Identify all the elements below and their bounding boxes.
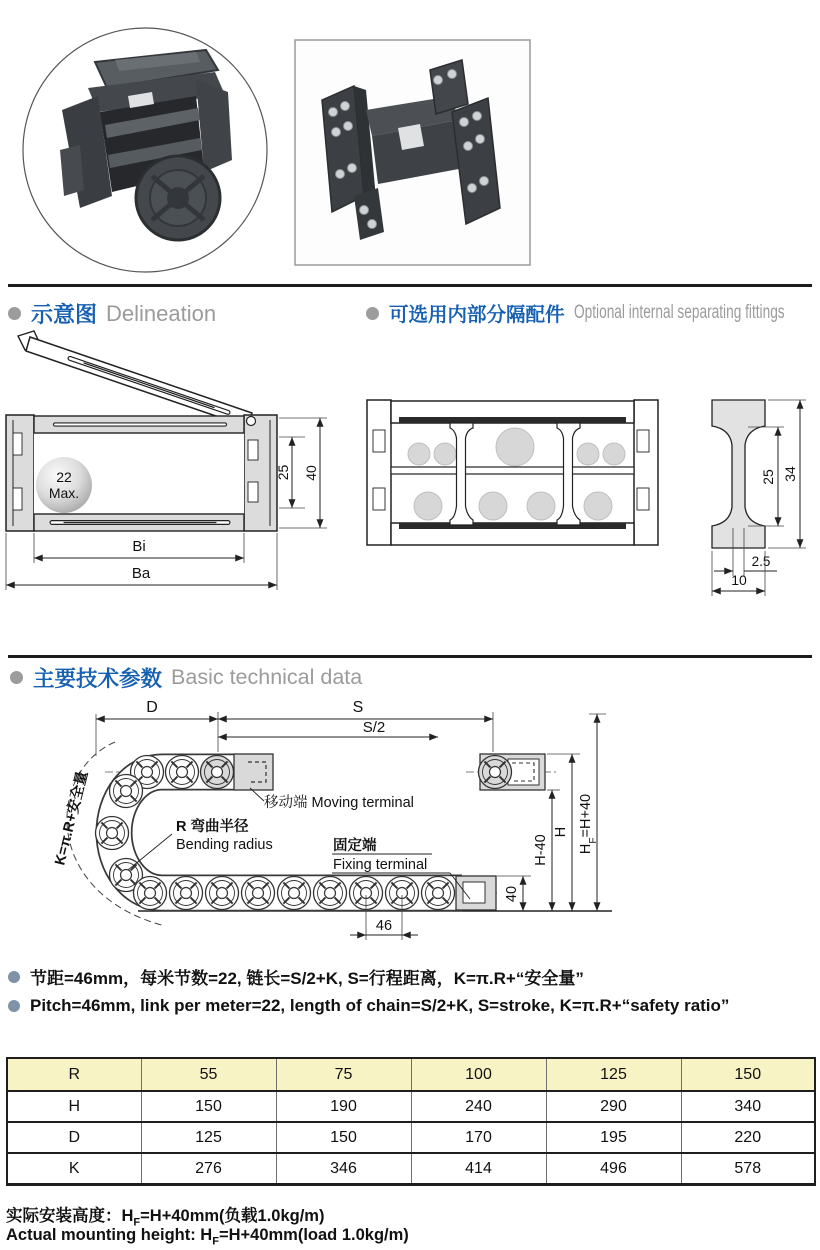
divider-technical (8, 655, 812, 658)
dim-hf-label: $H_F=H+40$ (578, 793, 599, 855)
photo-left-circle (23, 28, 267, 272)
dim-bi-label: Bi (132, 538, 146, 555)
k-formula-label: K=π.R+安全量 (52, 769, 92, 867)
table-cell: 195 (546, 1122, 681, 1153)
moving-terminal-label: 移动端 Moving terminal (264, 795, 414, 811)
section-header-technical (10, 662, 362, 693)
fixing-terminal-block (456, 876, 496, 910)
table-cell: 346 (276, 1153, 411, 1185)
section-title-zh: 主要技术参数 (33, 667, 163, 691)
mounting-height-note-en: Actual mounting height: $H_F=H+40mm(load$ 1.0kg/m) (6, 1226, 409, 1248)
dim-40-label: 40 (303, 465, 319, 481)
note-zh-text: 节距=46mm，每米节数=22, 链长=S/2+K, S=行程距离，K=π.R+“安全量” (30, 969, 584, 988)
section-bullet-icon (366, 307, 379, 320)
separator-cross-section-drawing (367, 400, 658, 545)
table-cell: 100 (411, 1058, 546, 1091)
table-cell: 55 (141, 1058, 276, 1091)
section-title-zh: 可选用内部分隔配件 (389, 304, 565, 326)
dim-h-label: H (553, 826, 569, 838)
profile-dim-25-label: 25 (760, 469, 776, 485)
profile-dim-width-label: 10 (731, 572, 747, 588)
section-bullet-icon (10, 671, 23, 684)
section-header-fittings (366, 299, 820, 327)
table-cell: 150 (141, 1091, 276, 1122)
table-cell: 290 (546, 1091, 681, 1122)
profile-dim-web-label: 2.5 (751, 554, 771, 569)
section-title-en: Basic technical data (171, 665, 363, 689)
table-cell: 276 (141, 1153, 276, 1185)
section-title-en: Delineation (106, 300, 217, 326)
table-cell: 190 (276, 1091, 411, 1122)
table-cell: 75 (276, 1058, 411, 1091)
section-bullet-icon (8, 307, 21, 320)
max-cable-label: Max. (48, 485, 80, 501)
table-row-k (7, 1153, 815, 1185)
fixing-terminal-label-zh: 固定端 (333, 838, 377, 854)
table-cell: 496 (546, 1153, 681, 1185)
table-cell: 578 (681, 1153, 815, 1185)
table-cell: K (7, 1153, 141, 1185)
chain-band (114, 772, 462, 893)
table-cell: H (7, 1091, 141, 1122)
product-photos (0, 0, 560, 280)
bending-radius-label-zh: R 弯曲半径 (176, 819, 249, 835)
table-cell: 414 (411, 1153, 546, 1185)
dim-d-label: D (146, 699, 158, 716)
section-header-delineation (8, 298, 216, 329)
max-cable-value: 22 (56, 469, 72, 485)
dim-s-label: S (352, 699, 364, 716)
delineation-drawings (0, 330, 820, 610)
table-cell: D (7, 1122, 141, 1153)
table-row-d (7, 1122, 815, 1153)
bend-diagram (0, 690, 820, 955)
table-cell: 125 (546, 1058, 681, 1091)
table-row-r (7, 1058, 815, 1091)
dim-40-label: 40 (504, 885, 520, 903)
dim-s2-label: S/2 (362, 719, 386, 736)
side-view-drawing (6, 331, 327, 590)
bending-radius-label-en: Bending radius (176, 837, 273, 853)
table-cell: 340 (681, 1091, 815, 1122)
dim-46-label: 46 (375, 918, 393, 934)
table-cell: 170 (411, 1122, 546, 1153)
table-cell: 220 (681, 1122, 815, 1153)
divider-top (8, 284, 812, 287)
photo-right-frame (295, 40, 530, 265)
fixing-terminal-label-en: Fixing terminal (333, 857, 428, 873)
table-cell: 150 (681, 1058, 815, 1091)
spec-table (6, 1057, 816, 1186)
section-title-en: Optional internal separating fittings (573, 302, 785, 323)
dim-h40-label: H-40 (533, 834, 549, 866)
separator-profile-drawing (712, 400, 806, 596)
table-cell: 240 (411, 1091, 546, 1122)
profile-dim-34-label: 34 (782, 466, 798, 482)
table-cell: 150 (276, 1122, 411, 1153)
note-bullet-icon (8, 971, 20, 983)
note-en-text: Pitch=46mm, link per meter=22, length of chain=S/2+K, S=stroke, K=π.R+“safety ratio” (30, 996, 730, 1015)
table-cell: 125 (141, 1122, 276, 1153)
note-en (8, 996, 729, 1016)
note-zh (8, 964, 584, 989)
note-bullet-icon (8, 1000, 20, 1012)
section-title-zh: 示意图 (31, 302, 98, 327)
chain-links (96, 756, 512, 910)
dim-25-label: 25 (275, 464, 291, 481)
dim-ba-label: Ba (131, 565, 151, 582)
table-cell: R (7, 1058, 141, 1091)
moving-terminal-block (234, 754, 273, 790)
table-row-h (7, 1091, 815, 1122)
mounting-height-note-zh: 实际安装高度：$H_F=H+40mm$(负载1.0kg/m) (6, 1207, 325, 1229)
